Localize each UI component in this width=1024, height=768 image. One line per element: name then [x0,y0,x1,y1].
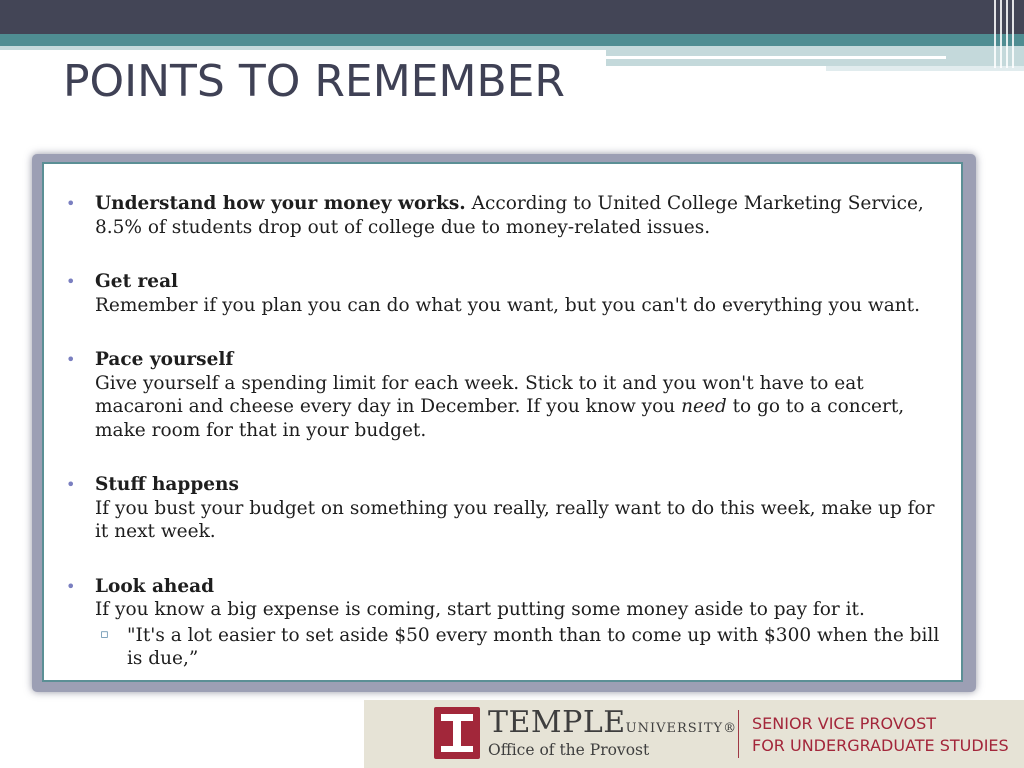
item-heading: Stuff happens [95,474,239,495]
list-item [58,473,950,544]
item-text: If you bust your budget on something you really, really want to do this week, make up for it next week. [95,497,935,542]
bullet-icon: • [66,350,76,369]
header-vertical-line [1012,0,1014,68]
office-name: Office of the Provost [488,741,650,759]
footer-logo-banner [364,700,1024,768]
item-text-part: Give yourself a spending limit for each week. Stick to it and you won't have to eat macaroni and cheese every day in December. If you know you [95,372,864,417]
university-wordmark: TEMPLE [488,705,626,740]
item-heading: Pace yourself [95,349,234,370]
sub-list-item [95,624,950,671]
list-item [58,348,950,442]
list-item [58,270,950,317]
header-vertical-line [1000,0,1002,68]
sub-item-text: "It's a lot easier to set aside $50 every month than to come up with $300 when the bill is due,” [127,624,940,669]
item-heading: Understand how your money works. [95,193,466,214]
university-name [488,705,737,740]
footer-divider [738,710,739,758]
list-item [58,575,950,671]
item-text: If you know a big expense is coming, start putting some money aside to pay for it. [95,599,865,620]
bullet-icon: • [66,475,76,494]
square-bullet-icon: ▫ [100,626,109,642]
sub-list [95,624,950,671]
item-text-emphasis: need [681,396,727,417]
item-heading: Look ahead [95,575,215,597]
list-item [58,192,950,239]
bullet-list [58,192,950,671]
bullet-icon: • [66,576,76,596]
logo-bar [441,746,473,752]
item-text: According to United College Marketing Service, 8.5% of students drop out of college due to money-related issues. [95,193,924,238]
logo-bar [441,714,473,721]
header-accent-line [606,56,946,59]
header-teal-band [0,34,1024,46]
header-dark-band [0,0,1024,34]
item-text-part: to go to a concert, make room for that in your budget. [95,396,905,441]
provost-line: FOR UNDERGRADUATE STUDIES [752,736,1009,755]
bullet-icon: • [66,272,76,291]
provost-line: SENIOR VICE PROVOST [752,714,937,733]
header-vertical-line [1006,0,1008,68]
provost-title [752,713,1009,757]
item-text: Remember if you plan you can do what you want, but you can't do everything you want. [95,294,920,316]
item-heading: Get real [95,271,179,292]
temple-t-logo-icon [434,707,480,759]
slide-title: POINTS TO REMEMBER [63,56,566,107]
bullet-icon: • [66,194,76,213]
logo-bar [453,721,461,747]
university-suffix: UNIVERSITY® [625,721,738,736]
item-text [95,372,950,443]
header-vertical-line [994,0,996,68]
